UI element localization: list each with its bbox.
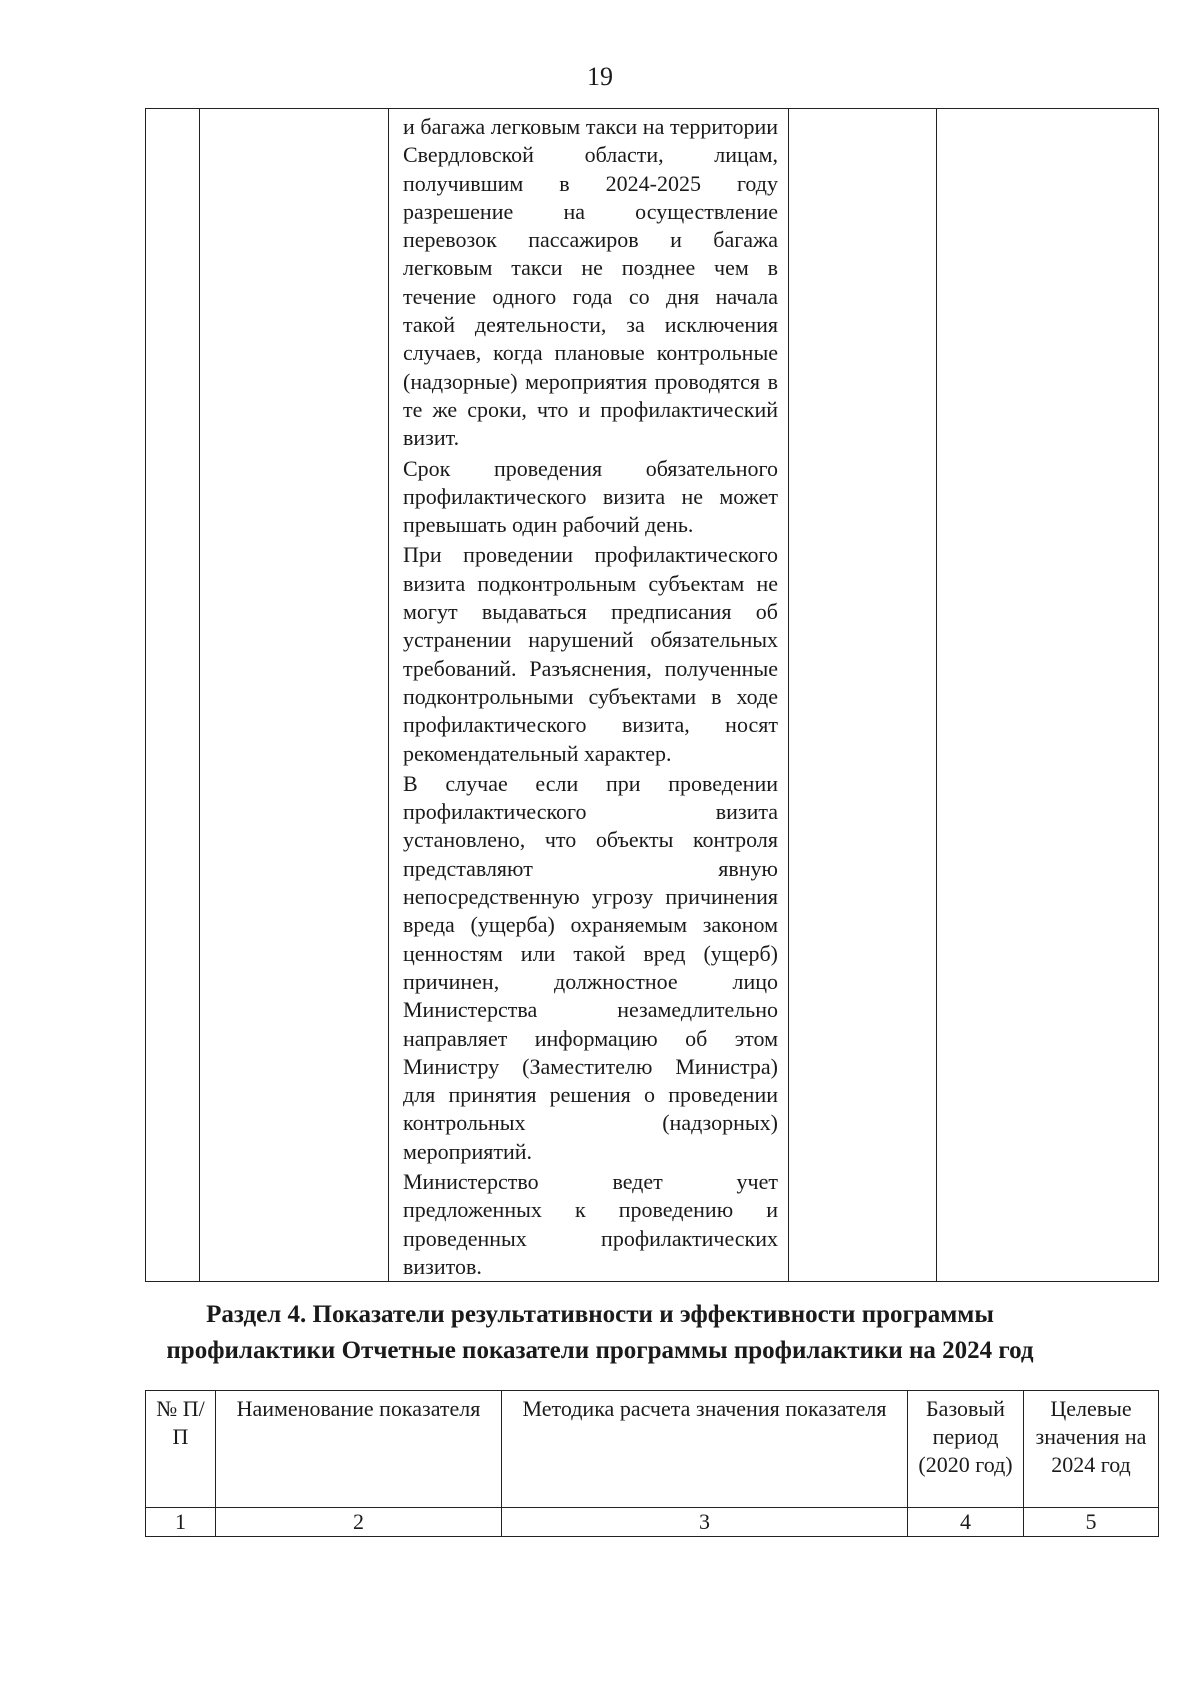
column-header-name: Наименование показателя — [216, 1391, 502, 1508]
table-row — [146, 1508, 1159, 1537]
section-heading — [100, 1297, 1100, 1369]
cell-paragraph: В случае если при проведении профилактического визита установлено, что объекты контроля представляют явную непосредственную угрозу причинения вреда (ущерба) охраняемым законом ценностям или такой вред (ущерб) причинен, должностное лицо Министерства незамедлительно направляет информацию об этом Министру (Заместителю Министра) для принятия решения о проведении контрольных (надзорных) мероприятий. — [403, 770, 778, 1164]
column-header-method: Методика расчета значения показателя — [502, 1391, 908, 1508]
cell-paragraph: Министерство ведет учет предложенных к проведению и проведенных профилактических визитов. — [403, 1168, 778, 1279]
section-heading-line: профилактики Отчетные показатели программы профилактики на 2024 год — [166, 1337, 1034, 1364]
cell-text-block — [389, 109, 788, 1281]
cell-paragraph: и багажа легковым такси на территории Свердловской области, лицам, получившим в 2024-2025 году разрешение на осуществление перевозок пассажиров и багажа легковым такси не позднее чем в течение одного года со дня начала такой деятельности, за исключения случаев, когда плановые контрольные (надзорные) мероприятия проводятся в те же сроки, что и профилактический визит. — [403, 114, 778, 451]
table-cell: 4 — [908, 1508, 1024, 1537]
cell-paragraph: Срок проведения обязательного профилактического визита не может превышать один рабочий день. — [403, 455, 778, 538]
table-cell: 2 — [216, 1508, 502, 1537]
column-header-base-period: Базовый период (2020 год) — [908, 1391, 1024, 1508]
table-cell: 5 — [1024, 1508, 1159, 1537]
table-row — [146, 109, 1159, 1282]
table-cell-empty — [937, 109, 1159, 1282]
indicators-table — [145, 1390, 1159, 1537]
column-header-target: Целевые значения на 2024 год — [1024, 1391, 1159, 1508]
column-header-number: № П/П — [146, 1391, 216, 1508]
table-cell: 3 — [502, 1508, 908, 1537]
continuation-table — [145, 108, 1159, 1282]
table-cell-empty — [789, 109, 937, 1282]
cell-paragraph: При проведении профилактического визита подконтрольным субъектам не могут выдаваться предписания об устранении нарушений обязательных требований. Разъяснения, полученные подконтрольными субъектами в ходе профилактического визита, носят рекомендательный характер. — [403, 542, 778, 766]
table-header-row — [146, 1391, 1159, 1508]
page-number: 19 — [587, 62, 613, 91]
table-cell-name — [200, 109, 389, 1282]
table-cell-content — [389, 109, 789, 1282]
table-cell-number — [146, 109, 200, 1282]
section-heading-line: Раздел 4. Показатели результативности и эффективности программы — [206, 1301, 994, 1328]
table-cell: 1 — [146, 1508, 216, 1537]
